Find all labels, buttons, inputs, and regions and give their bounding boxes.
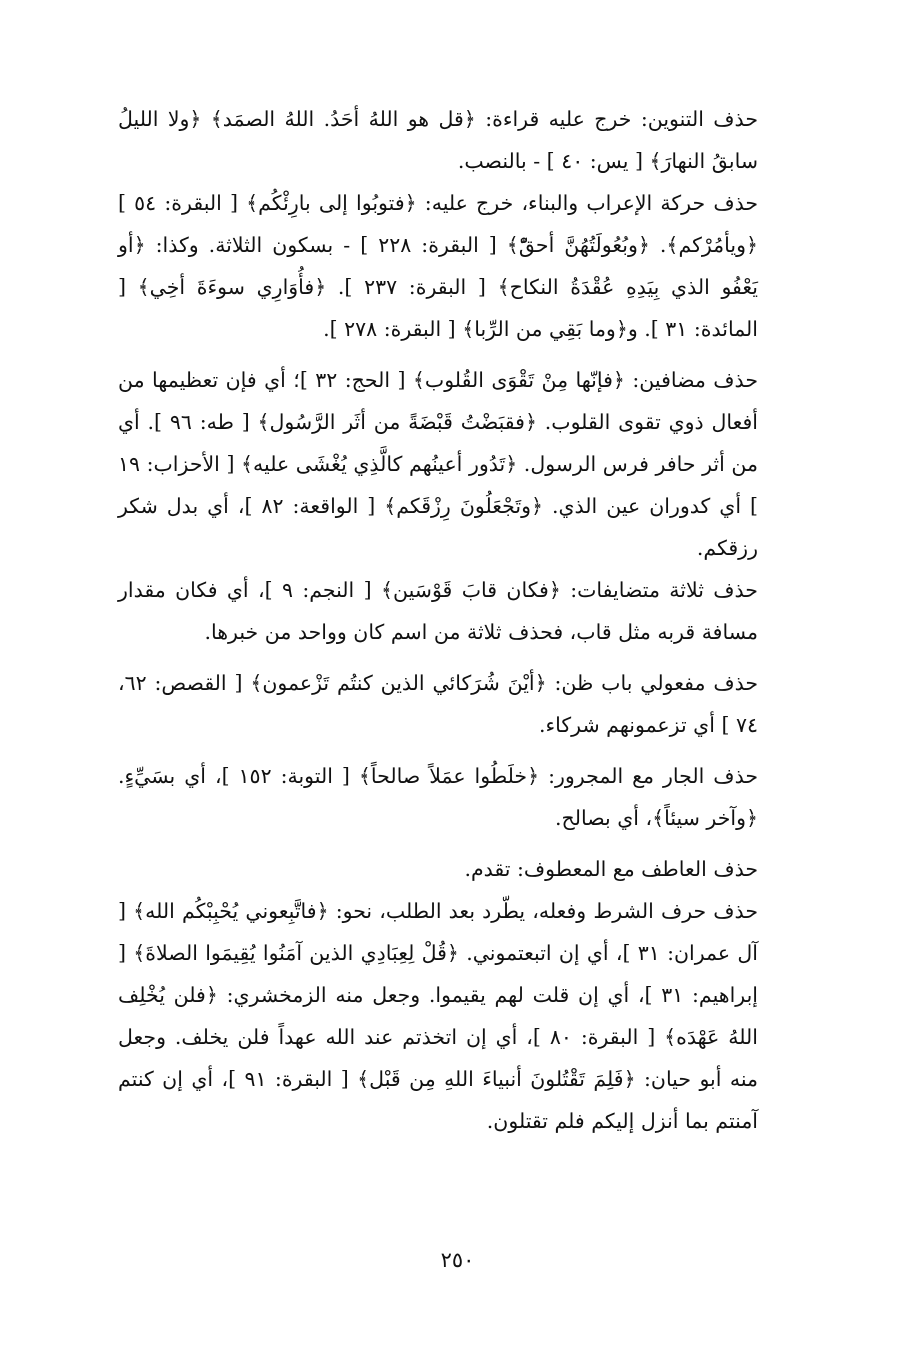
- paragraph-jar-majrur: حذف الجار مع المجرور: ﴿خلَطُوا عمَلاً صالحاً﴾ [ التوبة: ١٥٢ ]، أي بسَيِّءٍ. ﴿وآخر سيئاً﴾، أي بصالح.: [118, 764, 758, 830]
- paragraph-mutadayifat: حذف ثلاثة متضايفات: ﴿فكان قابَ قَوْسَين﴾ [ النجم: ٩ ]، أي فكان مقدار مسافة قربه مثل قاب، فحذف ثلاثة من اسم كان وواحد من خبرها.: [118, 578, 758, 644]
- paragraph-mudafayn: حذف مضافين: ﴿فإنّها مِنْ تَقْوَى القُلوب﴾ [ الحج: ٣٢ ]؛ أي فإن تعظيمها من أفعال ذوي تقوى القلوب. ﴿فقبَضْتُ قَبْضَةً من أثَر الرَّسُول﴾ [ طه: ٩٦ ]. أي من أثر حافر فرس الرسول. ﴿تَدُور أعينُهم كالَّذِي يُغْشَى عليه﴾ [ الأحزاب: ١٩ ] أي كدوران عين الذي. ﴿وتَجْعَلُونَ رِزْقَكم﴾ [ الواقعة: ٨٢ ]، أي بدل شكر رزقكم.: [118, 368, 758, 560]
- paragraph-iraab: حذف حركة الإعراب والبناء، خرج عليه: ﴿فتوبُوا إلى بارِئْكُم﴾ [ البقرة: ٥٤ ] ﴿ويأمُرْكم﴾. ﴿وبُعُولَتُهُنَّ أحقّْ﴾ [ البقرة: ٢٢٨ ] - بسكون الثلاثة. وكذا: ﴿أو يَعْفُو الذي بِيَدِهِ عُقْدَةُ النكاح﴾ [ البقرة: ٢٣٧ ]. ﴿فأُوَارِي سوءَةَ أخِي﴾ [ المائدة: ٣١ ]. و﴿وما بَقِي من الرِّبا﴾ [ البقرة: ٢٧٨ ].: [118, 191, 758, 341]
- page-number: ٢٥٠: [440, 1248, 475, 1272]
- page-body-text: [118, 98, 758, 1142]
- paragraph-shart: حذف حرف الشرط وفعله، يطّرد بعد الطلب، نحو: ﴿فاتَّبِعوني يُحْبِبْكُم الله﴾ [ آل عمران: ٣١ ]، أي إن اتبعتموني. ﴿قُلْ لِعِبَادِي الذين آمَنُوا يُقِيمَوا الصلاةَ﴾ [ إبراهيم: ٣١ ]، أي إن قلت لهم يقيموا. وجعل منه الزمخشري: ﴿فلن يُخْلِف اللهُ عَهْدَه﴾ [ البقرة: ٨٠ ]، أي إن اتخذتم عند الله عهداً فلن يخلف. وجعل منه أبو حيان: ﴿فَلِمَ تَقْتُلونَ أنبياءَ اللهِ مِن قَبْل﴾ [ البقرة: ٩١ ]، أي إن كنتم آمنتم بما أنزل إليكم فلم تقتلون.: [118, 899, 758, 1133]
- paragraph-atif: حذف العاطف مع المعطوف: تقدم.: [464, 857, 758, 881]
- paragraph-maful-zann: حذف مفعولي باب ظن: ﴿أيْنَ شُرَكائي الذين كنتُم تَزْعمون﴾ [ القصص: ٦٢، ٧٤ ] أي تزعمونهم شركاء.: [118, 671, 758, 737]
- paragraph-tanween: حذف التنوين: خرج عليه قراءة: ﴿قل هو اللهُ أحَدُ. اللهُ الصمَد﴾ ﴿ولا الليلُ سابقُ النهارَ﴾ [ يس: ٤٠ ] - بالنصب.: [118, 107, 758, 173]
